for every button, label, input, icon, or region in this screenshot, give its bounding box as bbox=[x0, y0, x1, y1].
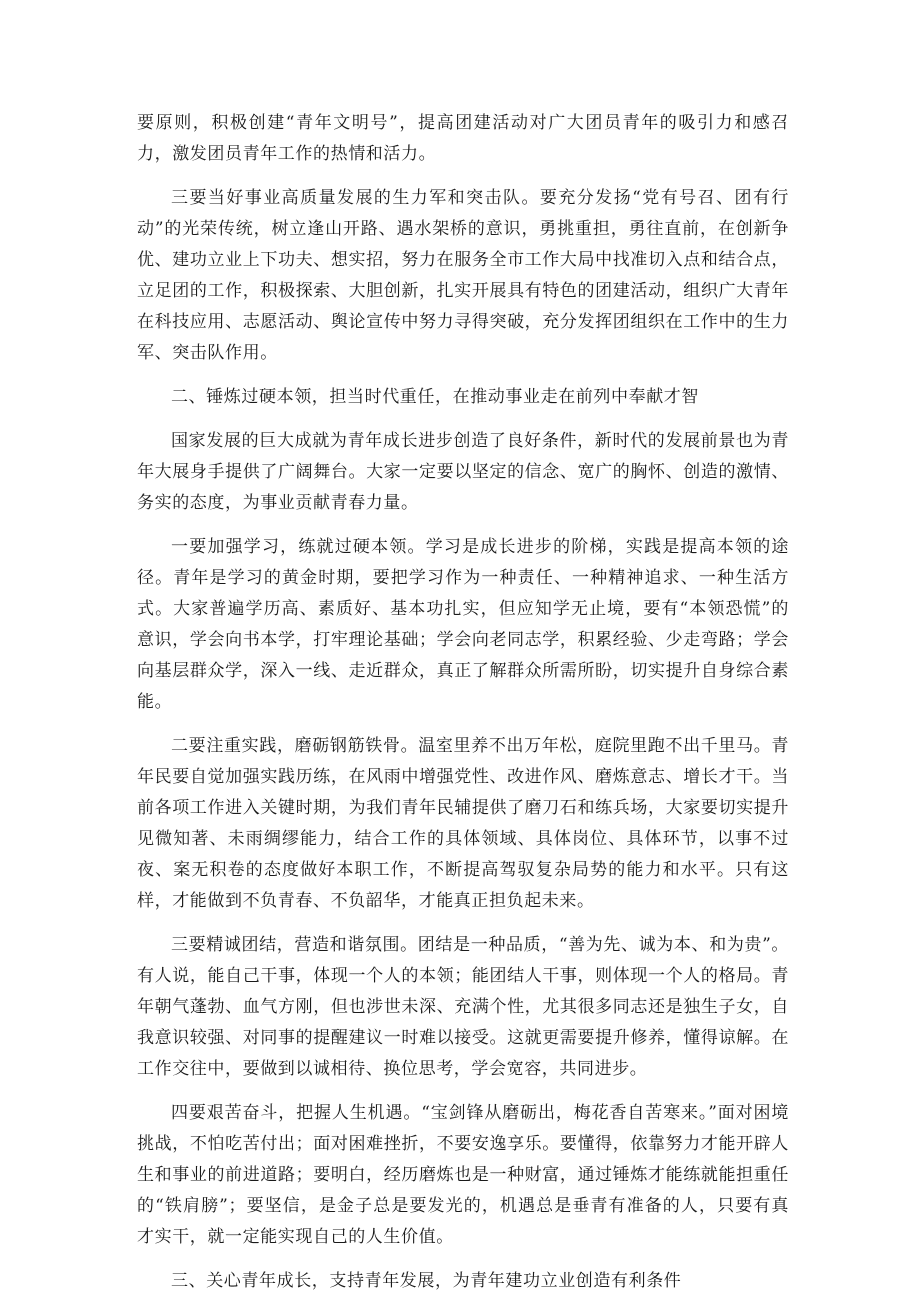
paragraph-continuation: 要原则，积极创建“青年文明号”，提高团建活动对广大团员青年的吸引力和感召力，激发团员青年工作的热情和活力。 bbox=[137, 113, 789, 164]
paragraph-point-three-unity: 三要精诚团结，营造和谐氛围。团结是一种品质，“善为先、诚为本、和为贵”。有人说，能自己干事，体现一个人的本领；能团结人干事，则体现一个人的格局。青年朝气蓬勃、血气方刚，但也涉世未深、充满个性，尤其很多同志还是独生子女，自我意识较强、对同事的提醒建议一时难以接受。这就更需要提升修养，懂得谅解。在工作交往中，要做到以诚相待、换位思考，学会宽容，共同进步。 bbox=[137, 935, 789, 1079]
paragraph-point-three-vanguard: 三要当好事业高质量发展的生力军和突击队。要充分发扬“党有号召、团有行动”的光荣传统，树立逢山开路、遇水架桥的意识，勇挑重担，勇往直前，在创新争优、建功立业上下功夫、想实招，努力在服务全市工作大局中找准切入点和结合点，立足团的工作，积极探索、大胆创新，扎实开展具有特色的团建活动，组织广大青年在科技应用、志愿活动、舆论宣传中努力寻得突破，充分发挥团组织在工作中的生力军、突击队作用。 bbox=[137, 188, 789, 363]
section-heading-three: 三、关心青年成长，支持青年发展，为青年建功立业创造有利条件 bbox=[171, 1271, 682, 1291]
document-body bbox=[137, 108, 789, 1310]
paragraph-national-development: 国家发展的巨大成就为青年成长进步创造了良好条件，新时代的发展前景也为青年大展身手提供了广阔舞台。大家一定要以坚定的信念、宽广的胸怀、创造的激情、务实的态度，为事业贡献青春力量。 bbox=[137, 431, 789, 513]
section-heading-two: 二、锤炼过硬本领，担当时代重任，在推动事业走在前列中奉献才智 bbox=[171, 387, 699, 407]
paragraph-point-two-practice: 二要注重实践，磨砺钢筋铁骨。温室里养不出万年松，庭院里跑不出千里马。青年民要自觉加强实践历练，在风雨中增强党性、改进作风、磨炼意志、增长才干。当前各项工作进入关键时期，为我们青年民辅提供了磨刀石和练兵场，大家要切实提升见微知著、未雨绸缪能力，结合工作的具体领域、具体岗位、具体环节，以事不过夜、案无积卷的态度做好本职工作，不断提高驾驭复杂局势的能力和水平。只有这样，才能做到不负青春、不负韶华，才能真正担负起未来。 bbox=[137, 736, 789, 911]
paragraph-point-one-study: 一要加强学习，练就过硬本领。学习是成长进步的阶梯，实践是提高本领的途径。青年是学习的黄金时期，要把学习作为一种责任、一种精神追求、一种生活方式。大家普遍学历高、素质好、基本功扎实，但应知学无止境，要有“本领恐慌”的意识，学会向书本学，打牢理论基础；学会向老同志学，积累经验、少走弯路；学会向基层群众学，深入一线、走近群众，真正了解群众所需所盼，切实提升自身综合素能。 bbox=[137, 537, 789, 712]
paragraph-point-four-struggle: 四要艰苦奋斗，把握人生机遇。“宝剑锋从磨砺出，梅花香自苦寒来。”面对困境挑战，不怕吃苦付出；面对困难挫折，不要安逸享乐。要懂得，依靠努力才能开辟人生和事业的前进道路；要明白，经历磨炼也是一种财富，通过锤炼才能练就能担重任的“铁肩膀”；要坚信，是金子总是要发光的，机遇总是垂青有准备的人，只要有真才实干，就一定能实现自己的人生价值。 bbox=[137, 1103, 789, 1247]
